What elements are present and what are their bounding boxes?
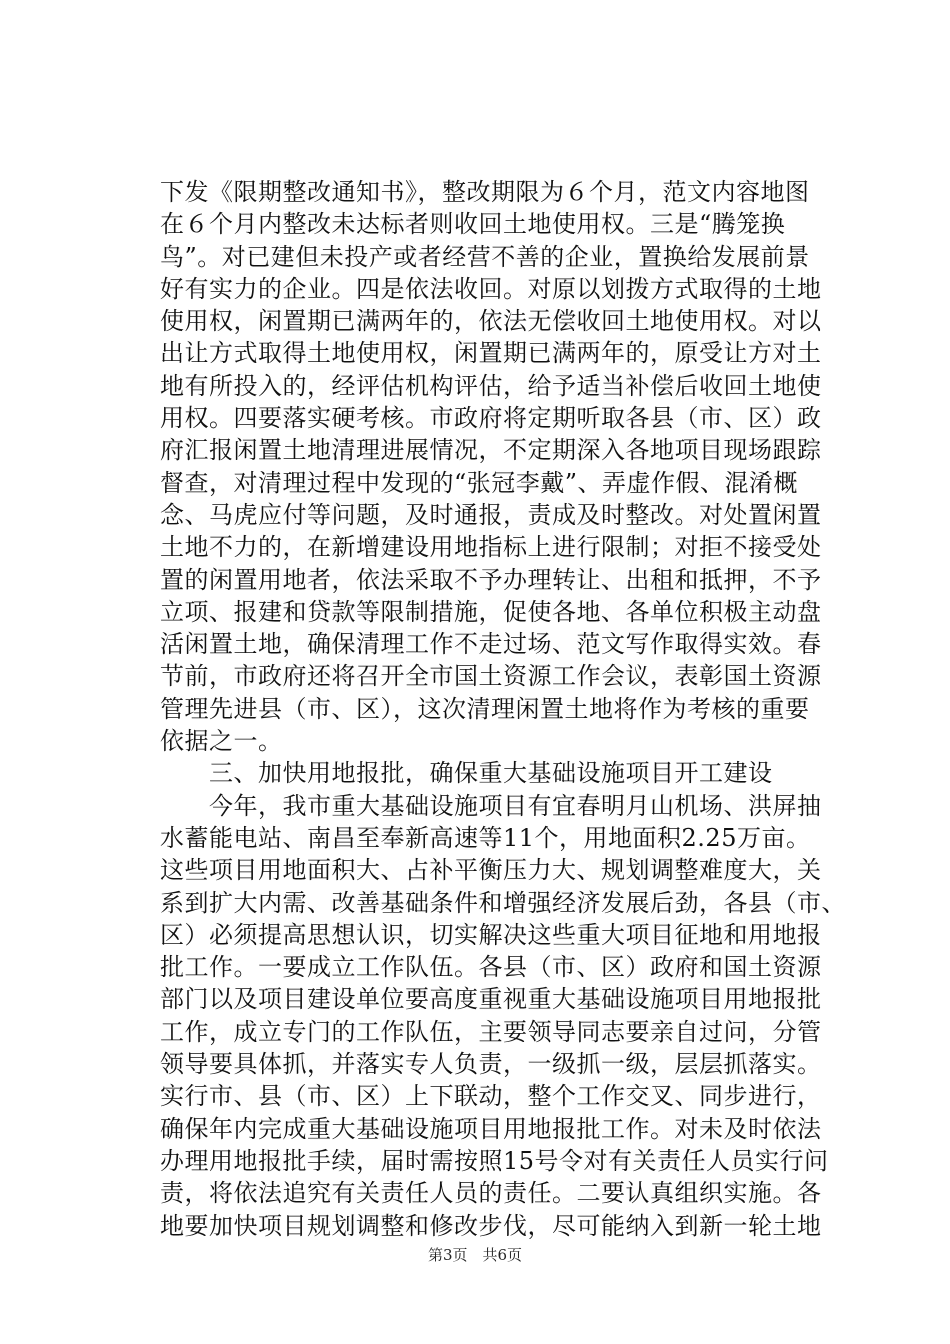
text-line: 区）必须提高思想认识，切实解决这些重大项目征地和用地报 xyxy=(160,920,822,949)
text-line: 鸟”。对已建但未投产或者经营不善的企业，置换给发展前景 xyxy=(160,242,810,271)
text-line: 领导要具体抓，并落实专人负责，一级抓一级，层层抓落实。 xyxy=(160,1050,822,1079)
document-body xyxy=(160,176,846,1242)
text-line: 工作，成立专门的工作队伍，主要领导同志要亲自过问，分管 xyxy=(160,1017,822,1046)
text-line: 活闲置土地，确保清理工作不走过场、范文写作取得实效。春 xyxy=(160,630,822,659)
text-line: 督查，对清理过程中发现的“张冠李戴”、弄虚作假、混淆概 xyxy=(160,468,799,497)
text-line: 部门以及项目建设单位要高度重视重大基础设施项目用地报批 xyxy=(160,985,822,1014)
text-line: 责，将依法追究有关责任人员的责任。二要认真组织实施。各 xyxy=(160,1179,822,1208)
text-line: 这些项目用地面积大、占补平衡压力大、规划调整难度大，关 xyxy=(160,856,822,885)
section-heading: 三、加快用地报批，确保重大基础设施项目开工建设 xyxy=(160,759,773,788)
text-line: 依据之一。 xyxy=(160,727,283,756)
text-line: 出让方式取得土地使用权，闲置期已满两年的，原受让方对土 xyxy=(160,339,822,368)
text-line: 节前，市政府还将召开全市国土资源工作会议，表彰国土资源 xyxy=(160,662,822,691)
text-line: 立项、报建和贷款等限制措施，促使各地、各单位积极主动盘 xyxy=(160,597,822,626)
text-line: 好有实力的企业。四是依法收回。对原以划拨方式取得的土地 xyxy=(160,274,822,303)
text-line: 办理用地报批手续，届时需按照15号令对有关责任人员实行问 xyxy=(160,1146,829,1175)
page-number-footer: 第3页 共6页 xyxy=(427,1246,523,1264)
text-line: 系到扩大内需、改善基础条件和增强经济发展后劲，各县（市、 xyxy=(160,888,846,917)
text-line: 念、马虎应付等问题，及时通报，责成及时整改。对处置闲置 xyxy=(160,500,822,529)
text-line: 地有所投入的，经评估机构评估，给予适当补偿后收回土地使 xyxy=(160,371,822,400)
text-line: 地要加快项目规划调整和修改步伐，尽可能纳入到新一轮土地 xyxy=(160,1211,822,1240)
text-line: 下发《限期整改通知书》，整改期限为６个月，范文内容地图 xyxy=(160,178,810,206)
text-line: 用权。四要落实硬考核。市政府将定期听取各县（市、区）政 xyxy=(160,404,822,433)
text-line: 土地不力的，在新增建设用地指标上进行限制；对拒不接受处 xyxy=(160,533,822,562)
text-line: 水蓄能电站、南昌至奉新高速等11个，用地面积2.25万亩。 xyxy=(160,823,811,852)
text-line: 在６个月内整改未达标者则收回土地使用权。三是“腾笼换 xyxy=(160,210,786,239)
text-line: 置的闲置用地者，依法采取不予办理转让、出租和抵押，不予 xyxy=(160,565,822,594)
text-line: 管理先进县（市、区），这次清理闲置土地将作为考核的重要 xyxy=(160,694,810,723)
text-line: 使用权，闲置期已满两年的，依法无偿收回土地使用权。对以 xyxy=(160,307,822,336)
text-line: 今年，我市重大基础设施项目有宜春明月山机场、洪屏抽 xyxy=(160,791,822,820)
text-line: 批工作。一要成立工作队伍。各县（市、区）政府和国土资源 xyxy=(160,953,822,982)
text-line: 府汇报闲置土地清理进展情况，不定期深入各地项目现场跟踪 xyxy=(160,436,822,465)
text-line: 确保年内完成重大基础设施项目用地报批工作。对未及时依法 xyxy=(160,1114,822,1143)
text-line: 实行市、县（市、区）上下联动，整个工作交叉、同步进行， xyxy=(160,1082,822,1111)
